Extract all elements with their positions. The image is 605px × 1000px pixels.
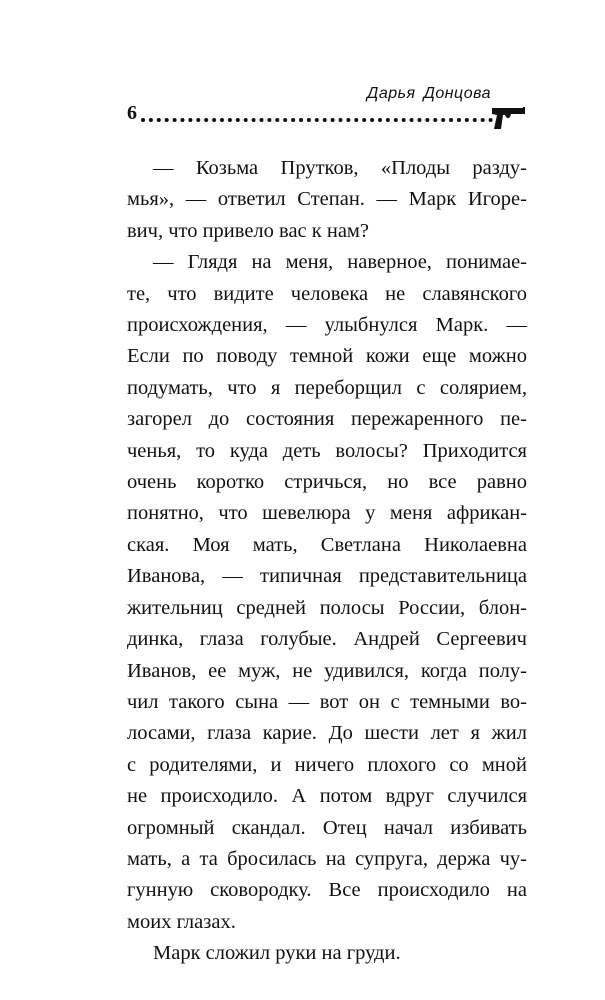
text-line: лосами, глаза карие. До шести лет я жил (127, 722, 527, 745)
text-line: — Глядя на меня, наверное, понимае- (153, 251, 527, 274)
text-line: ская. Моя мать, Светлана Николаевна (127, 533, 527, 556)
author-name (367, 84, 491, 104)
text-line: понятно, что шевелюра у меня африкан- (127, 502, 527, 525)
running-header (127, 80, 527, 132)
text-line: моих глазах. (127, 910, 236, 933)
text-line: Марк сложил руки на груди. (153, 942, 401, 965)
text-line: мать, а та бросилась на супруга, держа чу- (127, 847, 527, 870)
text-line: мья», — ответил Степан. — Марк Игоре- (127, 188, 527, 211)
text-line: ченья, то куда деть волосы? Приходится (127, 439, 527, 462)
text-line: гунную сковородку. Все происходило на (127, 879, 527, 902)
text-line: огромный скандал. Отец начал избивать (127, 816, 527, 839)
text-line: Если по поводу темной кожи еще можно (127, 345, 527, 368)
text-line: загорел до состояния пережаренного пе- (127, 408, 527, 431)
text-line: жительниц средней полосы России, блон- (127, 596, 527, 619)
text-line: динка, глаза голубые. Андрей Сергеевич (127, 628, 527, 651)
author-last-name: Донцова (423, 85, 491, 102)
text-line: те, что видите человека не славянского (127, 282, 527, 305)
text-line: не происходило. А потом вдруг случился (127, 785, 527, 808)
text-line: происхождения, — улыбнулся Марк. — (127, 314, 527, 337)
text-line: чил такого сына — вот он с темными во- (127, 690, 527, 713)
text-line: — Козьма Прутков, «Плоды разду- (153, 157, 527, 179)
author-first-name: Дарья (367, 85, 416, 102)
text-line: с родителями, и ничего плохого со мной (127, 753, 527, 776)
text-line: очень коротко стричься, но все равно (127, 471, 527, 494)
text-line: вич, что привело вас к нам? (127, 219, 369, 242)
dotted-leader (141, 118, 493, 122)
text-line: Иванова, — типичная представительница (127, 565, 527, 588)
revolver-icon (491, 106, 527, 130)
text-line: Иванов, ее муж, не удивился, когда полу- (127, 659, 527, 682)
body-text (127, 153, 527, 970)
page-number: 6 (127, 102, 137, 124)
text-line: подумать, что я переборщил с солярием, (127, 376, 527, 399)
